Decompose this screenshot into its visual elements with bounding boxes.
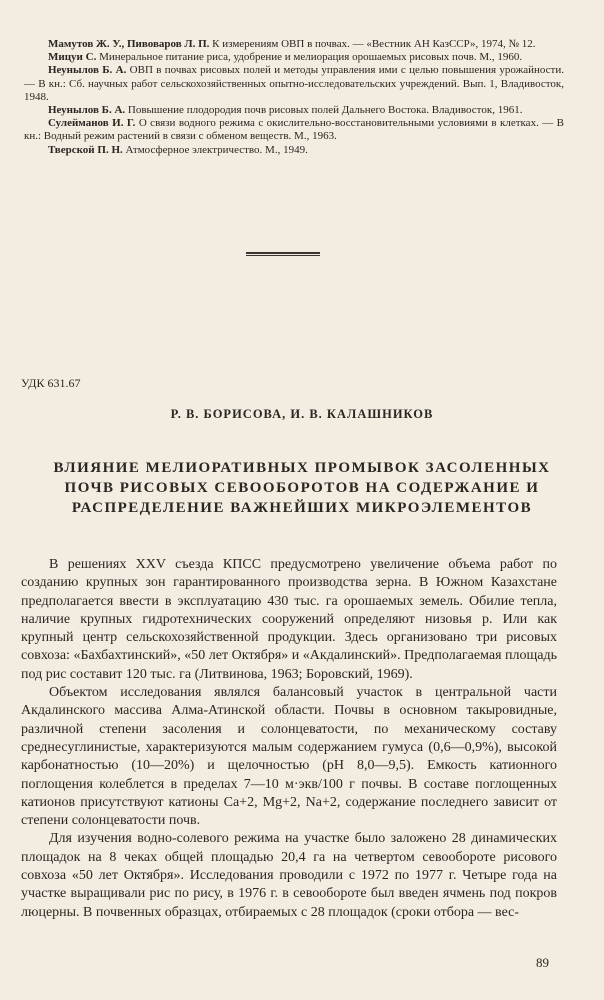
article-title: ВЛИЯНИЕ МЕЛИОРАТИВНЫХ ПРОМЫВОК ЗАСОЛЕННЫХ ПОЧВ РИСОВЫХ СЕВООБОРОТОВ НА СОДЕРЖАНИЕ И РАСПРЕДЕЛЕНИЕ ВАЖНЕЙШИХ МИКРОЭЛЕМЕНТОВ [53,460,551,516]
reference-text: ОВП в почвах рисовых полей и методы управления ими с целью повышения урожайности. — В кн.: Сб. научных работ сельскохозяйственных опытно-исследовательских учреждений. Вып. 1, Владивосток, 1948. [24,64,564,103]
references-list [24,38,564,157]
reference-author: Тверской П. Н. [48,143,123,156]
reference-author: Неунылов Б. А. [48,64,127,77]
reference-author: Мицуи С. [48,51,97,64]
reference-item [24,117,564,143]
reference-item [24,64,564,104]
reference-item [24,51,564,64]
section-divider [246,252,320,257]
reference-author: Мамутов Ж. У., Пивоваров Л. П. [48,38,210,50]
reference-text: Повышение плодородия почв рисовых полей Дальнего Востока. Владивосток, 1961. [127,104,523,117]
reference-item [24,104,564,117]
udk-code: УДК 631.67 [21,376,81,390]
page-number: 89 [536,955,549,970]
reference-text: К измерениям ОВП в почвах. — «Вестник АН КазССР», 1974, № 12. [212,38,536,50]
article-authors: Р. В. БОРИСОВА, И. В. КАЛАШНИКОВ [170,407,434,421]
body-paragraph: Для изучения водно-солевого режима на участке было заложено 28 динамических площадок на 8 чеках общей площадью 20,4 га на четвертом севообороте рисового совхоза «50 лет Октября». Исследования проводили с 1972 по 1977 г. Четыре года на участке выращивали рис по рису, в 1976 г. в севообороте был введен ячмень под покров люцерны. В почвенных образцах, отбираемых с 28 площадок (сроки отбора — вес- [21,831,557,920]
reference-author: Неунылов Б. А. [48,104,126,117]
article-body [21,556,557,922]
reference-text: О связи водного режима с окислительно-восстановительными условиями в клетках. — В кн.: Водный режим растений в связи с обменом веществ. М., 1963. [24,117,565,143]
reference-author: Сулейманов И. Г. [48,117,136,130]
reference-item [24,38,564,51]
reference-text: Атмосферное электричество. М., 1949. [125,143,308,156]
reference-text: Минеральное питание риса, удобрение и мелиорация орошаемых рисовых почв. М., 1960. [99,51,523,64]
reference-item [24,144,564,157]
body-paragraph: В решениях XXV съезда КПСС предусмотрено увеличение объема работ по созданию крупных зон гарантированного производства зерна. В Южном Казахстане предполагается ввести в эксплуатацию 430 тыс. га орошаемых земель. Обилие тепла, наличие крупных гидротехнических сооружений определяют низовья р. Или как крупный центр сельскохозяйственной продукции. Здесь организовано три рисовых совхоза: «Бахбахтинский», «50 лет Октября» и «Акдалинский». Предполагаемая площадь под рис составит 120 тыс. га (Литвинова, 1963; Боровский, 1969). [21,557,557,682]
body-paragraph: Объектом исследования являлся балансовый участок в центральной части Акдалинского массива Алма-Атинской области. Почвы в основном такыровидные, различной степени засоления и солонцеватости, по механическому составу среднесуглинистые, характеризуются малым содержанием гумуса (0,6—0,9%), высокой карбонатностью (10—20%) и щелочностью (pH 8,0—9,5). Емкость катионного поглощения колеблется в пределах 7—10 м·экв/100 г почвы. В составе поглощенных катионов присутствуют катионы Ca+2, Mg+2, Na+2, содержание последнего зависит от степени солонцеватости почв. [21,685,557,829]
